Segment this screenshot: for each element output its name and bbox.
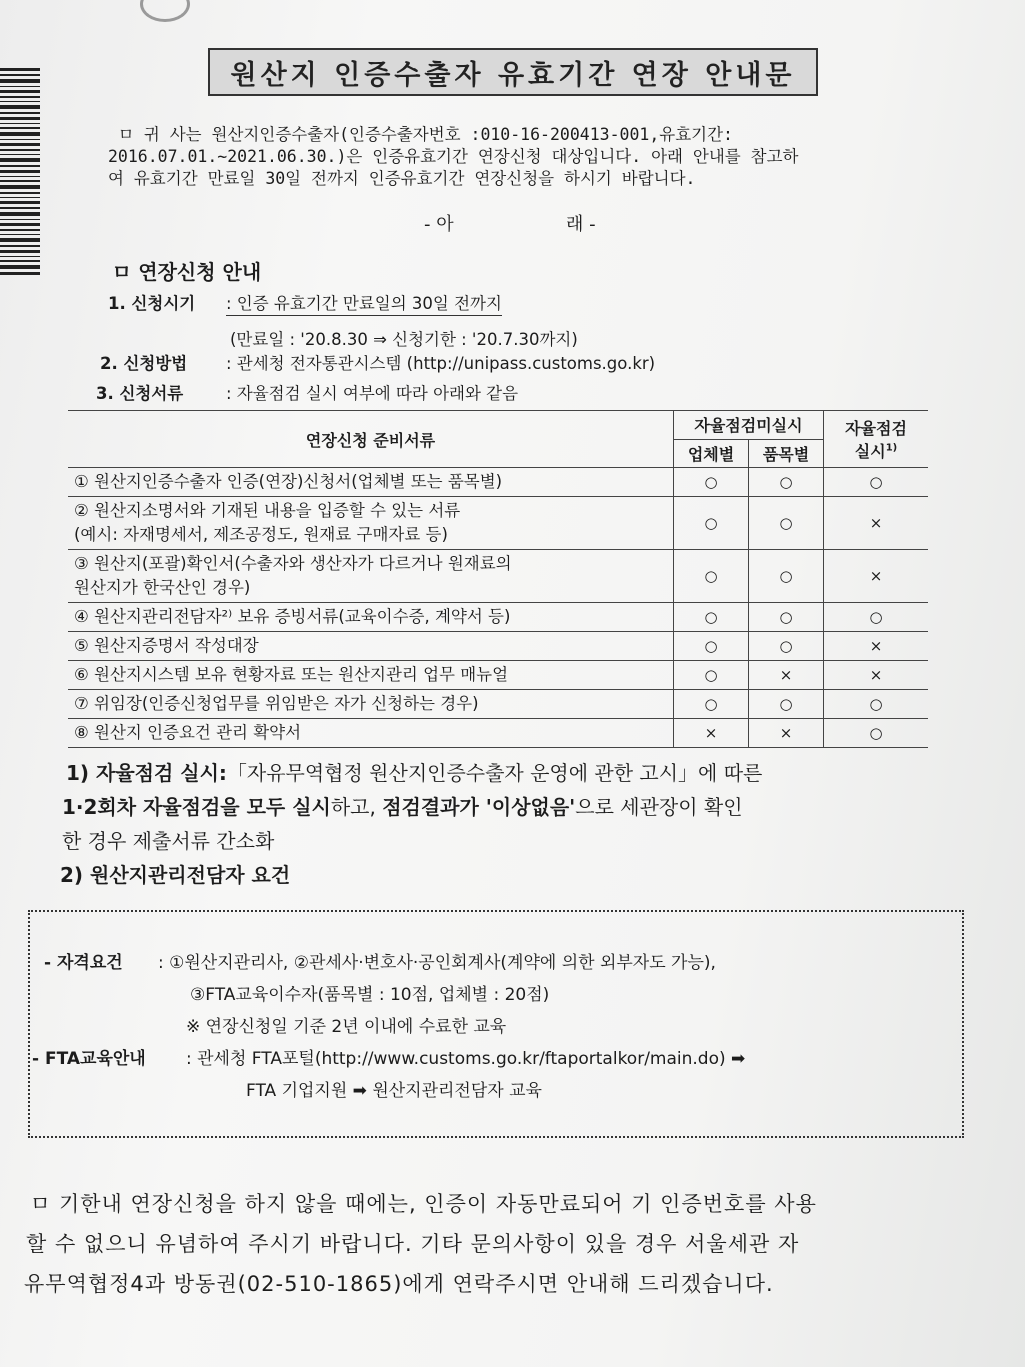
item1-example: (만료일 : '20.8.30 ⇒ 신청기한 : '20.7.30까지) <box>230 330 578 349</box>
note-1-line-1: 1) 자율점검 실시:「자유무역협정 원산지인증수출자 운영에 관한 고시」에 따른 <box>66 761 763 785</box>
mark-self-check: ○ <box>824 719 929 748</box>
mark-by-item: ○ <box>749 632 824 661</box>
mark-by-company: ○ <box>674 603 749 632</box>
footer-line-1: ㅁ 기한내 연장신청을 하지 않을 때에는, 인증이 자동만료되어 기 인증번호를 사용 <box>30 1192 817 1216</box>
doc-description: ① 원산지인증수출자 인증(연장)신청서(업체별 또는 품목별) <box>68 468 674 497</box>
table-row <box>68 661 928 690</box>
doc-description: ⑤ 원산지증명서 작성대장 <box>68 632 674 661</box>
mark-self-check: × <box>824 497 929 550</box>
footer-line-3: 유무역협정4과 방동권(02-510-1865)에게 연락주시면 안내해 드리겠습니다. <box>24 1272 774 1296</box>
mark-by-item: ○ <box>749 690 824 719</box>
col-main-header: 연장신청 준비서류 <box>68 411 674 468</box>
mark-by-item: ○ <box>749 550 824 603</box>
table-row <box>68 468 928 497</box>
documents-table <box>68 410 928 748</box>
mark-self-check: × <box>824 661 929 690</box>
edu-label: - FTA교육안내 <box>32 1049 146 1069</box>
binder-ring <box>140 0 190 22</box>
mark-by-company: ○ <box>674 632 749 661</box>
table-row <box>68 632 928 661</box>
mark-by-company: ○ <box>674 468 749 497</box>
item3-label: 3. 신청서류 <box>96 384 184 403</box>
note-2-heading: 2) 원산지관리전담자 요건 <box>60 863 291 887</box>
mark-by-item: × <box>749 661 824 690</box>
table-row <box>68 603 928 632</box>
mark-self-check: × <box>824 550 929 603</box>
separator-right: 래 - <box>566 214 596 235</box>
section-heading: ㅁ 연장신청 안내 <box>112 260 262 284</box>
mark-by-item: ○ <box>749 468 824 497</box>
table-row <box>68 719 928 748</box>
doc-description: ④ 원산지관리전담자²⁾ 보유 증빙서류(교육이수증, 계약서 등) <box>68 603 674 632</box>
mark-self-check: × <box>824 632 929 661</box>
mark-by-company: × <box>674 719 749 748</box>
intro-line-1: ㅁ 귀 사는 원산지인증수출자(인증수출자번호 :010-16-200413-001,유효기간: <box>118 125 733 144</box>
doc-description: ⑦ 위임장(인증신청업무를 위임받은 자가 신청하는 경우) <box>68 690 674 719</box>
table-header-row <box>68 411 928 440</box>
mark-by-company: ○ <box>674 690 749 719</box>
mark-by-item: ○ <box>749 603 824 632</box>
note-1-line-3: 한 경우 제출서류 간소화 <box>62 829 275 853</box>
document-title: 원산지 인증수출자 유효기간 연장 안내문 <box>208 48 818 96</box>
col-group-header: 자율점검미실시 <box>674 411 824 440</box>
mark-by-company: ○ <box>674 497 749 550</box>
item1-label: 1. 신청시기 <box>108 294 196 313</box>
mark-by-company: ○ <box>674 661 749 690</box>
mark-self-check: ○ <box>824 468 929 497</box>
mark-by-company: ○ <box>674 550 749 603</box>
doc-description: ② 원산지소명서와 기재된 내용을 입증할 수 있는 서류 (예시: 자재명세서, 제조공정도, 원재료 구매자료 등) <box>68 497 674 550</box>
qual-line-1: : ①원산지관리사, ②관세사·변호사·공인회계사(계약에 의한 외부자도 가능), <box>158 953 716 973</box>
item2-label: 2. 신청방법 <box>100 354 188 373</box>
table-row <box>68 550 928 603</box>
mark-self-check: ○ <box>824 603 929 632</box>
mark-by-item: × <box>749 719 824 748</box>
footer-line-2: 할 수 없으니 유념하여 주시기 바랍니다. 기타 문의사항이 있을 경우 서울세관 자 <box>26 1232 800 1256</box>
separator-left: - 아 <box>424 214 454 235</box>
doc-description: ③ 원산지(포괄)확인서(수출자와 생산자가 다르거나 원재료의 원산지가 한국산인 경우) <box>68 550 674 603</box>
col-sub2-header: 품목별 <box>749 439 824 468</box>
item3-value: : 자율점검 실시 여부에 따라 아래와 같음 <box>226 384 519 403</box>
note-1-line-2: 1·2회차 자율점검을 모두 실시하고, 점검결과가 '이상없음'으로 세관장이 확인 <box>62 795 743 819</box>
doc-description: ⑥ 원산지시스템 보유 현황자료 또는 원산지관리 업무 매뉴얼 <box>68 661 674 690</box>
intro-line-3: 여 유효기간 만료일 30일 전까지 인증유효기간 연장신청을 하시기 바랍니다. <box>108 169 696 188</box>
item2-value: : 관세청 전자통관시스템 (http://unipass.customs.go.kr) <box>226 354 656 373</box>
barcode-image <box>0 68 40 278</box>
qual-line-3: ※ 연장신청일 기준 2년 이내에 수료한 교육 <box>186 1017 507 1037</box>
col-sub1-header: 업체별 <box>674 439 749 468</box>
mark-by-item: ○ <box>749 497 824 550</box>
item1-value: : 인증 유효기간 만료일의 30일 전까지 <box>226 290 502 314</box>
qual-label: - 자격요건 <box>44 953 123 973</box>
edu-line-1: : 관세청 FTA포털(http://www.customs.go.kr/ftaportalkor/main.do) ➡ <box>186 1049 746 1069</box>
table-row <box>68 497 928 550</box>
table-row <box>68 690 928 719</box>
mark-self-check: ○ <box>824 690 929 719</box>
qual-line-2: ③FTA교육이수자(품목별 : 10점, 업체별 : 20점) <box>190 985 550 1005</box>
edu-line-2: FTA 기업지원 ➡ 원산지관리전담자 교육 <box>246 1081 542 1101</box>
intro-line-2: 2016.07.01.~2021.06.30.)은 인증유효기간 연장신청 대상입니다. 아래 안내를 참고하 <box>108 147 799 166</box>
col-self-header: 자율점검 실시$^{1)}$ <box>824 411 929 468</box>
doc-description: ⑧ 원산지 인증요건 관리 확약서 <box>68 719 674 748</box>
